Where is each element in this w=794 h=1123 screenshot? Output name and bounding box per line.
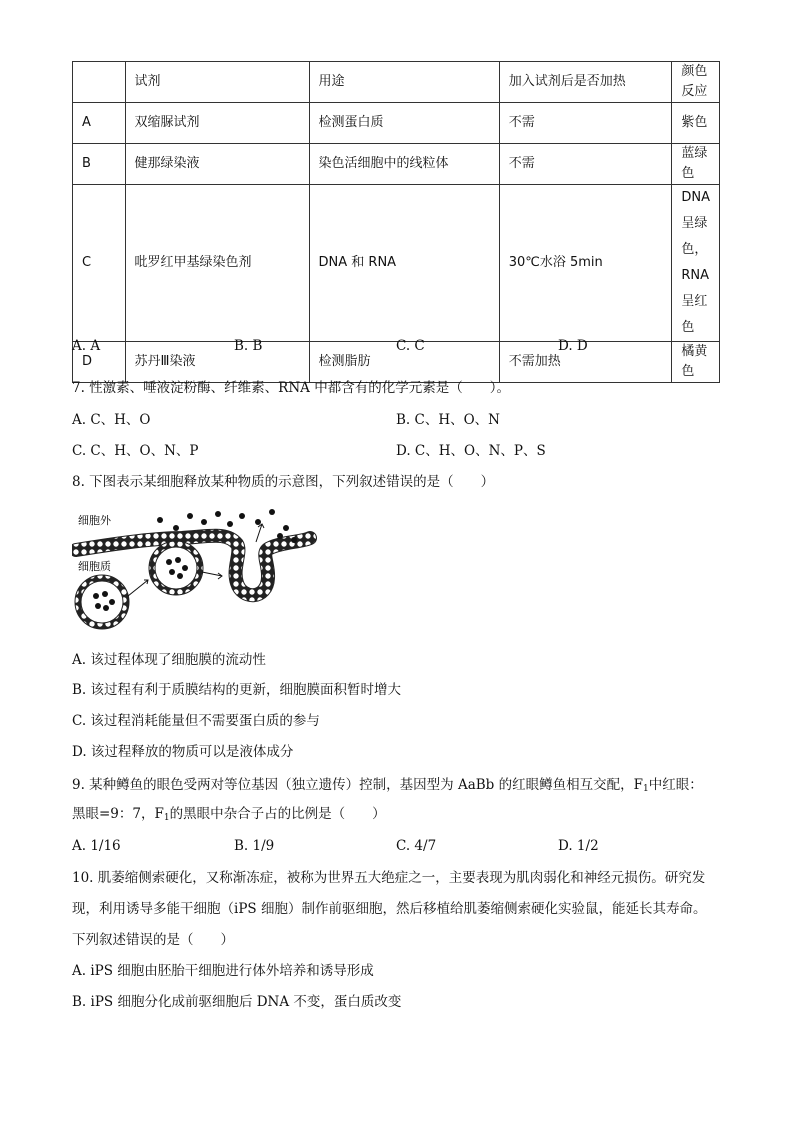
subscript: 1: [163, 813, 170, 823]
row-label: C: [73, 185, 126, 342]
q10-stem-line1: 10. 肌萎缩侧索硬化，又称渐冻症，被称为世界五大绝症之一，主要表现为肌肉弱化和神经元损伤。研究发: [72, 870, 706, 886]
heat-cell: 不需: [499, 144, 672, 185]
reagent-cell: 健那绿染液: [125, 144, 309, 185]
q9-stem-line2: [72, 804, 386, 824]
use-cell: 检测蛋白质: [309, 103, 499, 144]
q9-stem-line1: [72, 775, 703, 795]
q8-option-a[interactable]: A. 该过程体现了细胞膜的流动性: [72, 652, 266, 668]
q9-text: 黑眼=9：7，F: [72, 806, 164, 822]
label-inside: 细胞质: [78, 560, 111, 573]
reagent-cell: 双缩脲试剂: [125, 103, 309, 144]
use-cell: DNA 和 RNA: [309, 185, 499, 342]
color-cell: [672, 185, 720, 342]
table-header-cell: 试剂: [125, 62, 309, 103]
q10-option-b[interactable]: B. iPS 细胞分化成前驱细胞后 DNA 不变，蛋白质改变: [72, 994, 402, 1010]
q6-option-c[interactable]: C. C: [396, 338, 425, 354]
use-cell: 检测脂肪: [309, 342, 499, 383]
q7-option-d[interactable]: D. C、H、O、N、P、S: [396, 443, 546, 459]
row-label: A: [73, 103, 126, 144]
label-outside: 细胞外: [78, 514, 111, 527]
q7-option-b[interactable]: B. C、H、O、N: [396, 412, 500, 428]
table-row: [73, 144, 720, 185]
color-line: RNA 呈红色: [681, 268, 710, 335]
table-header-cell: 颜色反应: [672, 62, 720, 103]
table-row: [73, 185, 720, 342]
table-header-cell: 加入试剂后是否加热: [499, 62, 672, 103]
use-cell: 染色活细胞中的线粒体: [309, 144, 499, 185]
table-header-cell: 用途: [309, 62, 499, 103]
color-cell: 紫色: [672, 103, 720, 144]
color-line: DNA 呈绿色，: [681, 190, 710, 257]
q6-option-d[interactable]: D. D: [558, 338, 588, 354]
q8-stem: 8. 下图表示某细胞释放某种物质的示意图，下列叙述错误的是（ ）: [72, 474, 495, 490]
q10-stem-line2: 现，利用诱导多能干细胞（iPS 细胞）制作前驱细胞，然后移植给肌萎缩侧索硬化实验鼠，能延长其寿命。: [72, 901, 707, 917]
reagent-cell: 苏丹Ⅲ染液: [125, 342, 309, 383]
color-cell: 橘黄色: [672, 342, 720, 383]
q9-text: 中红眼：: [648, 777, 703, 793]
color-cell: 蓝绿色: [672, 144, 720, 185]
table-header-row: [73, 62, 720, 103]
q8-option-b[interactable]: B. 该过程有利于质膜结构的更新，细胞膜面积暂时增大: [72, 682, 402, 698]
row-label: B: [73, 144, 126, 185]
heat-cell: 30℃水浴 5min: [499, 185, 672, 342]
q10-option-a[interactable]: A. iPS 细胞由胚胎干细胞进行体外培养和诱导形成: [72, 963, 374, 979]
reagent-table: [72, 61, 720, 383]
q7-option-c[interactable]: C. C、H、O、N、P: [72, 443, 199, 459]
q9-text: 9. 某种鳟鱼的眼色受两对等位基因（独立遗传）控制，基因型为 AaBb 的红眼鳟鱼相互交配，F: [72, 777, 643, 793]
heat-cell: 不需加热: [499, 342, 672, 383]
table-header-cell: [73, 62, 126, 103]
q9-option-d[interactable]: D. 1/2: [558, 838, 599, 854]
q6-option-b[interactable]: B. B: [234, 338, 263, 354]
reagent-cell: 吡罗红甲基绿染色剂: [125, 185, 309, 342]
q7-stem: 7. 性激素、唾液淀粉酶、纤维素、RNA 中都含有的化学元素是（ ）。: [72, 380, 510, 396]
q8-option-c[interactable]: C. 该过程消耗能量但不需要蛋白质的参与: [72, 713, 320, 729]
q8-option-d[interactable]: D. 该过程释放的物质可以是液体成分: [72, 744, 294, 760]
heat-cell: 不需: [499, 103, 672, 144]
row-label: D: [73, 342, 126, 383]
q9-option-b[interactable]: B. 1/9: [234, 838, 275, 854]
q7-option-a[interactable]: A. C、H、O: [72, 412, 151, 428]
q6-option-a[interactable]: A. A: [72, 338, 101, 354]
q10-stem-line3: 下列叙述错误的是（ ）: [72, 932, 234, 948]
exocytosis-diagram: [72, 508, 322, 636]
q9-option-c[interactable]: C. 4/7: [396, 838, 437, 854]
table-row: [73, 103, 720, 144]
q9-text: 的黑眼中杂合子占的比例是（ ）: [169, 806, 386, 822]
q9-option-a[interactable]: A. 1/16: [72, 838, 121, 854]
subscript: 1: [642, 784, 649, 794]
